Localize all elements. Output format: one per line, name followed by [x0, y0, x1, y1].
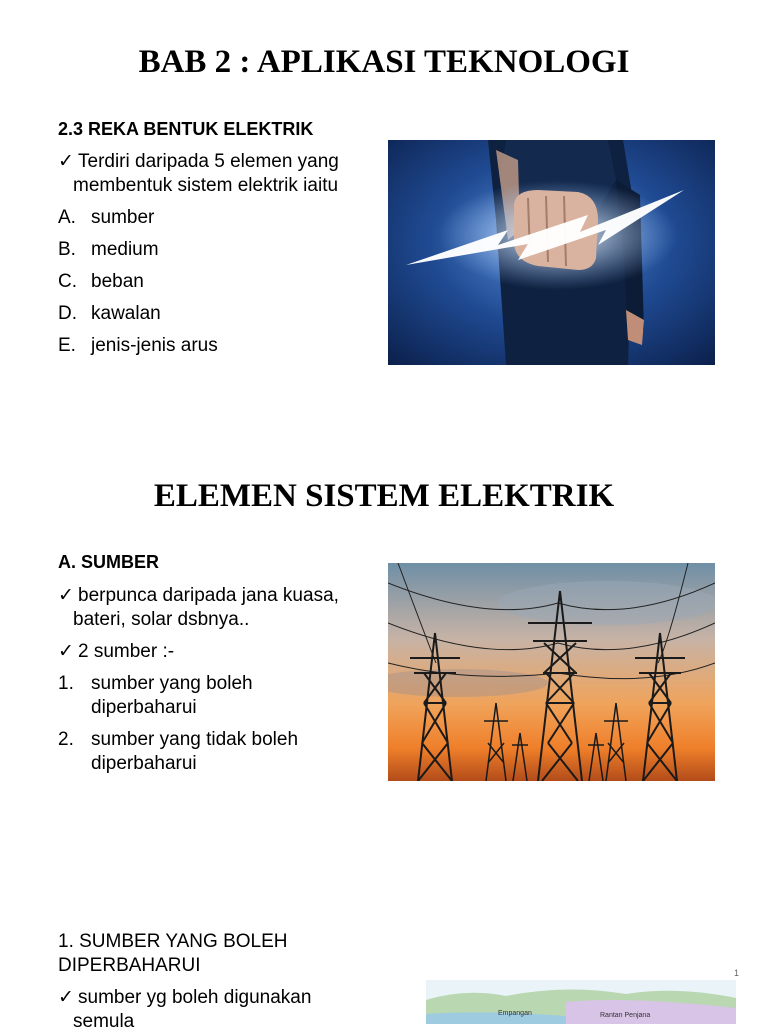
slide-3-body: [58, 930, 398, 1034]
slide-3: [0, 920, 768, 1032]
check-item: ✓ Terdiri daripada 5 elemen yang: [58, 151, 339, 172]
list-item: 2. sumber yang tidak boleh: [58, 729, 299, 750]
slide-1: [0, 0, 768, 420]
list-item: B. medium: [58, 239, 159, 260]
slide-1-subtitle: 2.3 REKA BENTUK ELEKTRIK: [58, 119, 314, 139]
list-item-continuation: diperbaharui: [91, 753, 197, 774]
slide-1-body: [58, 150, 376, 358]
check-mark-icon: ✓: [58, 585, 74, 606]
lightning-fist-photo: [388, 140, 715, 365]
list-item: D. kawalan: [58, 303, 161, 324]
slide-2-title: ELEMEN SISTEM ELEKTRIK: [153, 478, 615, 514]
list-item: E. jenis-jenis arus: [58, 335, 218, 356]
check-mark-icon: ✓: [58, 641, 74, 662]
check-item: ✓ sumber yg boleh digunakan: [58, 987, 312, 1008]
list-item: A. sumber: [58, 207, 155, 228]
check-mark-icon: ✓: [58, 151, 74, 172]
check-item: ✓ berpunca daripada jana kuasa,: [58, 585, 339, 606]
list-item: 1. sumber yang boleh: [58, 673, 253, 694]
slide-3-title: 1. SUMBER YANG BOLEH: [58, 931, 288, 952]
slide-2-body: [58, 584, 376, 776]
hydro-diagram: [426, 980, 736, 1024]
check-mark-icon: ✓: [58, 987, 74, 1008]
check-item-continuation: membentuk sistem elektrik iaitu: [73, 175, 339, 196]
check-item: ✓ 2 sumber :-: [58, 641, 175, 662]
list-item-continuation: diperbaharui: [91, 697, 197, 718]
list-item: C. beban: [58, 271, 144, 292]
slide-3-title-continuation: DIPERBAHARUI: [58, 955, 201, 976]
check-item-continuation: semula: [73, 1011, 135, 1032]
diagram-label-empangan: Empangan: [498, 1010, 532, 1017]
slide-1-title: BAB 2 : APLIKASI TEKNOLOGI: [138, 44, 630, 80]
diagram-label-rantan-penjana: Rantan Penjana: [600, 1012, 651, 1019]
check-item-continuation: bateri, solar dsbnya..: [73, 609, 250, 630]
slide-number: 1: [734, 968, 740, 978]
slide-2: [0, 430, 768, 900]
power-tower-photo: [388, 563, 715, 781]
slide-2-subtitle: A. SUMBER: [58, 552, 160, 572]
